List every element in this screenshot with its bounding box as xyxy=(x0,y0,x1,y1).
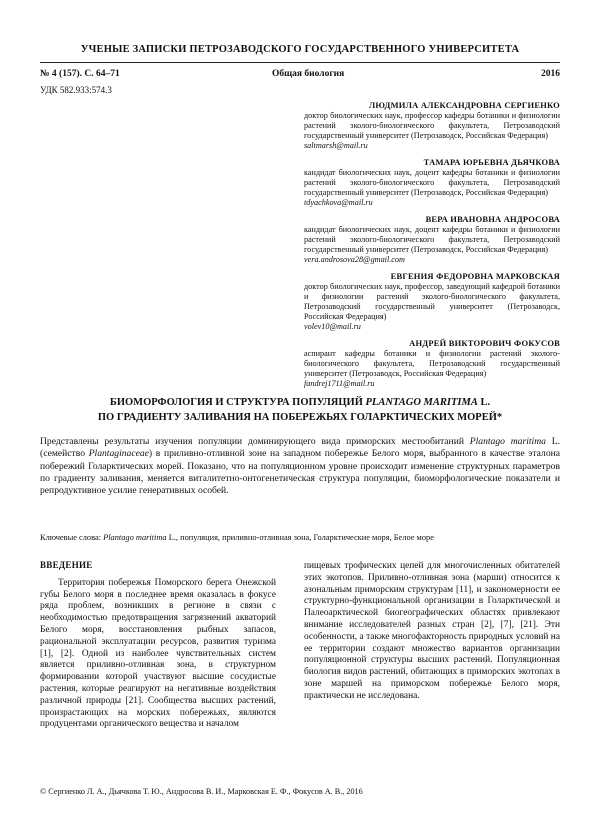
article-title xyxy=(40,395,560,425)
keywords: Ключевые слова: Plantago maritima L., популяция, приливно-отливная зона, Голарктические моря, Белое море xyxy=(40,533,434,542)
issue-info: № 4 (157). С. 64–71 xyxy=(40,69,120,79)
abstract: Представлены результаты изучения популяции доминирующего вида приморских местообитаний Plantago maritima L. (семейство Plantaginaceae) в приливно-отливной зоне на западном побережье Белого моря, выбранного в качестве эталона побережий Голарктических морей. Показано, что на популяционном уровне происходит изменение структурных параметров по градиенту заливания, меняется виталитетно-онтогенетическая структура популяции, биоморфологические показатели и репродуктивное усилие генеративных особей. xyxy=(40,436,561,497)
title-line-1: БИОМОРФОЛОГИЯ И СТРУКТУРА ПОПУЛЯЦИЙ PLANTAGO MARITIMA L. xyxy=(109,397,491,408)
author-name: ЛЮДМИЛА АЛЕКСАНДРОВНА СЕРГИЕНКО xyxy=(368,100,560,110)
udk-code: УДК 582.933:574.3 xyxy=(40,85,112,95)
author-affiliation: доктор биологических наук, профессор кафедры ботаники и физиологии растений эколого-биологического факультета, Петрозаводский государственный университет (Петрозаводск, Российская Федерация) xyxy=(304,111,560,140)
body-column-left xyxy=(40,560,276,731)
author-block xyxy=(304,214,560,265)
body-column-right xyxy=(304,561,560,703)
author-affiliation: кандидат биологических наук, доцент кафедры ботаники и физиологии растений эколого-биологического факультета, Петрозаводский государственный университет (Петрозаводск, Российская Федерация) xyxy=(304,225,560,254)
section-name: Общая биология xyxy=(272,69,345,79)
section-heading: ВВЕДЕНИЕ xyxy=(40,560,93,570)
author-block xyxy=(304,271,560,332)
author-email[interactable]: fandrej1711@mail.ru xyxy=(304,379,375,388)
author-name: ВЕРА ИВАНОВНА АНДРОСОВА xyxy=(425,214,560,224)
author-email[interactable]: volev10@mail.ru xyxy=(304,322,361,331)
author-name: ЕВГЕНИЯ ФЕДОРОВНА МАРКОВСКАЯ xyxy=(390,271,560,281)
author-email[interactable]: tdyachkova@mail.ru xyxy=(304,198,373,207)
copyright: © Сергиенко Л. А., Дьячкова Т. Ю., Андросова В. И., Марковская Е. Ф., Фокусов А. В., 2016 xyxy=(40,787,363,796)
author-email[interactable]: vera.androsova28@gmail.com xyxy=(304,255,405,264)
author-affiliation: доктор биологических наук, профессор, заведующий кафедрой ботаники и физиологии растений эколого-биологического факультета, Петрозаводский государственный университет (Петрозаводск, Российская Федерация) xyxy=(304,282,560,321)
title-species: PLANTAGO MARITIMA xyxy=(365,397,478,408)
author-list xyxy=(304,100,560,395)
author-email[interactable]: saltmarsh@mail.ru xyxy=(304,141,368,150)
author-affiliation: кандидат биологических наук, доцент кафедры ботаники и физиологии растений эколого-биологического факультета, Петрозаводский государственный университет (Петрозаводск, Российская Федерация) xyxy=(304,168,560,197)
header-rule xyxy=(40,62,560,63)
abstract-family: Plantaginaceae xyxy=(88,448,149,460)
author-block xyxy=(304,157,560,208)
abstract-species: Plantago maritima xyxy=(469,436,546,447)
issue-row xyxy=(40,69,560,83)
author-block xyxy=(304,338,560,389)
author-block xyxy=(304,100,560,151)
author-name: АНДРЕЙ ВИКТОРОВИЧ ФОКУСОВ xyxy=(409,338,560,348)
journal-title: УЧЕНЫЕ ЗАПИСКИ ПЕТРОЗАВОДСКОГО ГОСУДАРСТВЕННОГО УНИВЕРСИТЕТА xyxy=(80,44,520,55)
author-name: ТАМАРА ЮРЬЕВНА ДЬЯЧКОВА xyxy=(423,157,560,167)
title-line-2: ПО ГРАДИЕНТУ ЗАЛИВАНИЯ НА ПОБЕРЕЖЬЯХ ГОЛАРКТИЧЕСКИХ МОРЕЙ* xyxy=(97,412,503,423)
author-affiliation: аспирант кафедры ботаники и физиологии растений эколого-биологического факультета, Петрозаводский государственный университет (Петрозаводск, Российская Федерация) xyxy=(304,349,560,378)
issue-year: 2016 xyxy=(541,69,560,79)
intro-paragraph-continued: пищевых трофических цепей для многочисленных обитателей этих экотопов. Приливно-отливная зона (марши) относится к азональным приморским структурам [11], и закономерности ее структурно-функциональной организации в Голарктической и Палеоарктической биогеографических областях привлекают внимание исследователей разных стран [2], [7], [21]. Эти особенности, а также многофакторность природных условий на ее территории создают множество вариантов организации популяционной структуры высших растений. Популяционная биология видов растений, обитающих в приморских экотопах в зоне маршей на приморском побережье Белого моря, практически не исследована. xyxy=(304,561,560,701)
intro-paragraph: Территория побережья Поморского берега Онежской губы Белого моря в последнее время оказалась в фокусе ряда проблем, возникших в регионе в связи с необходимостью предотвращения загрязнений акваторий Белого моря, восстановления рыбных запасов, рациональной эксплуатации ресурсов, развития туризма [1], [2]. Одной из наиболее чувствительных систем является приливно-отливная зона, в структурном формировании которой участвуют высшие сосудистые растения, которые реагируют на негативные воздействия различной природы [21]. Сообщества высших растений, произрастающих на морских побережьях, являются продуцентами органического вещества и началом xyxy=(40,577,276,730)
keywords-species: Plantago maritima xyxy=(103,533,167,542)
keywords-label: Ключевые слова: xyxy=(40,533,104,542)
